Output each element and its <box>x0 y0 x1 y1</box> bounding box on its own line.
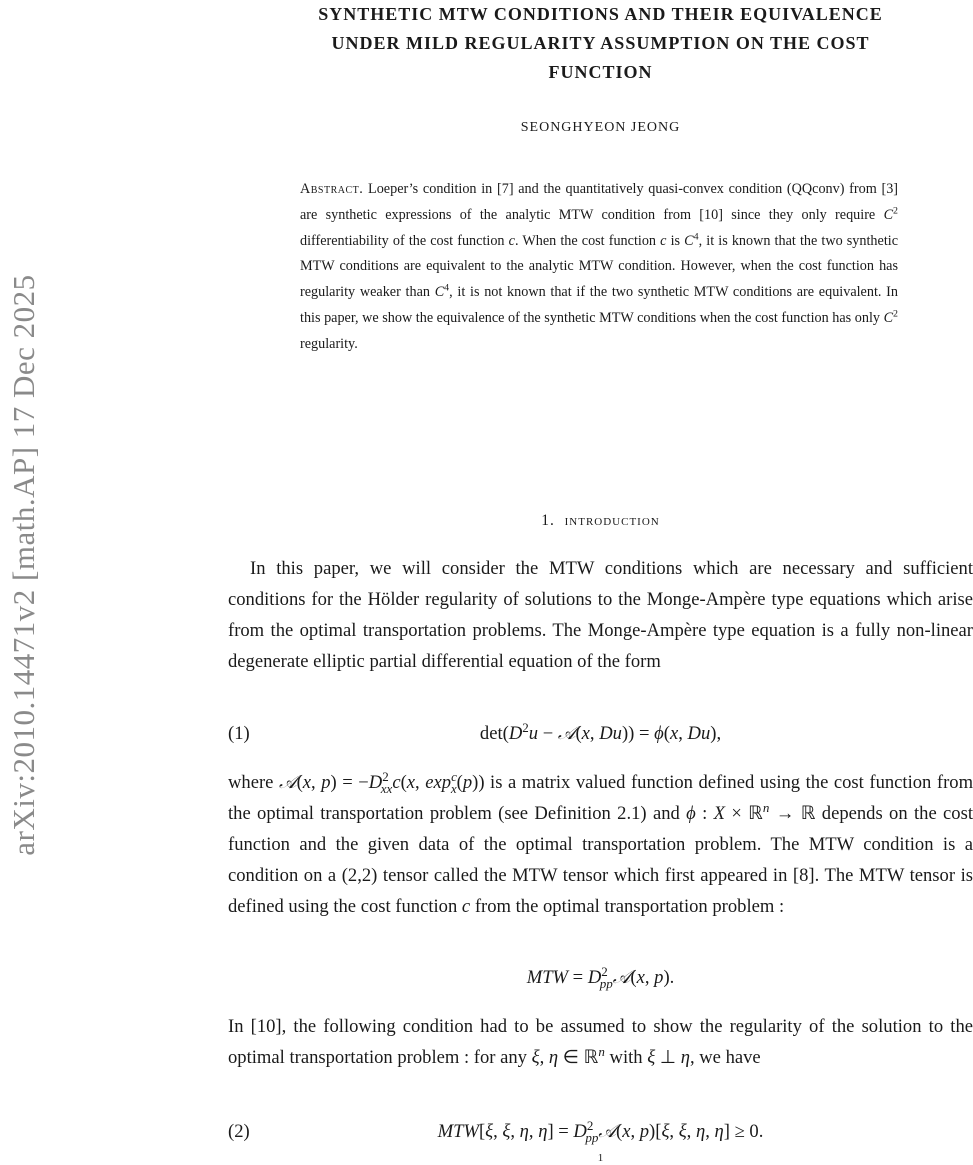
p3-text-b: with <box>604 1047 648 1068</box>
section-number: 1. <box>541 512 555 529</box>
paper-title <box>228 0 973 87</box>
math-c2: C <box>883 309 894 326</box>
math-c2: C <box>883 206 894 223</box>
title-line-3: FUNCTION <box>548 62 653 82</box>
equation-mtw-definition: MTW = $D^2_{pp}𝒜(x$, p). <box>526 963 675 991</box>
equation-2 <box>228 1117 973 1151</box>
abstract-text-2: differentiability of the cost function <box>300 232 509 249</box>
author-name: SEONGHYEON JEONG <box>520 120 681 135</box>
abstract-label: Abstract. <box>300 181 364 197</box>
abstract-text-1: Loeper’s condition in [7] and the quantitatively quasi-convex condition (QQconv) from [3] are synthetic expressions of the analytic MTW condition from [10] since they only require <box>300 181 899 223</box>
math-c: c <box>508 232 515 249</box>
abstract-text-4: is <box>666 232 685 249</box>
p3-text-a: In [10], the following condition had to be assumed to show the regularity of the solution to the optimal transportation problem : for any <box>228 1016 973 1068</box>
page-number: 1 <box>597 1152 604 1164</box>
arxiv-identifier-sidebar <box>0 180 48 950</box>
equation-2-body: MTW[ξ, ξ, η, $\eta] = D^2_{pp}𝒜(x$, p)[ξ, ξ, η, η] ≥ 0. <box>437 1117 764 1145</box>
intro-paragraph-2: where 𝒜(x, $p) = -D^2_{xx}c(x$, $\exp^c_x(p)$) is a matrix valued function defined using the cost function from the optimal transportation problem (see Definition 2.1) and ϕ : X × ℝ$^n$ → ℝ depends on the cost function and the given data of the optimal transportation problem. The MTW condition is a condition on a (2,2) tensor called the MTW tensor which first appeared in [8]. The MTW tensor is defined using the cost function c from the optimal transportation problem : <box>228 768 973 917</box>
section-title: introduction <box>564 512 660 529</box>
p3-text-c: , we have <box>689 1047 761 1068</box>
p2-text-b: is a matrix valued function defined using the cost function from the optimal transportation problem (see Definition 2.1) and <box>228 772 973 824</box>
math-c: c <box>660 232 667 249</box>
abstract-text-5: , it is known that the two synthetic MTW conditions are equivalent to the analytic MTW condition. However, when the cost function has regularity weaker than <box>300 232 899 301</box>
p2-text-d: from the optimal transportation problem : <box>470 896 785 917</box>
abstract-text-3: . When the cost function <box>514 232 661 249</box>
arxiv-identifier: arXiv:2010.14471v2 [math.AP] 17 Dec 2025 <box>6 274 41 856</box>
intro-paragraph-1: In this paper, we will consider the MTW conditions which are necessary and sufficient conditions for the Hölder regularity of solutions to the Monge-Ampère type equations which arise from the optimal transportation problems. The Monge-Ampère type equation is a fully non-linear degenerate elliptic partial differential equation of the form <box>228 558 973 672</box>
math-c4: C <box>684 232 694 249</box>
equation-2-label: (2) <box>228 1121 250 1142</box>
intro-paragraph-3: In [10], the following condition had to be assumed to show the regularity of the solution to the optimal transportation problem : for any ξ, η ∈ ℝ$^n$ with ξ ⊥ η, we have <box>228 1016 973 1068</box>
title-line-1: SYNTHETIC MTW CONDITIONS AND THEIR EQUIVALENCE <box>318 4 883 24</box>
equation-1 <box>228 719 973 753</box>
p2-text-c: depends on the cost function and the given data of the optimal transportation problem. The MTW condition is a condition on a (2,2) tensor called the MTW tensor which first appeared in [8]. The MTW tensor is defined using the cost function <box>228 803 973 917</box>
p2-text-a: where <box>228 772 279 793</box>
equation-1-body: $\det(D^2u$ − 𝒜(x, Du)) = ϕ(x, Du), <box>479 719 722 744</box>
abstract-text-7: regularity. <box>300 335 358 352</box>
section-heading <box>228 512 973 530</box>
title-line-2: UNDER MILD REGULARITY ASSUMPTION ON THE COST <box>331 33 870 53</box>
math-c4: C <box>434 284 445 301</box>
abstract: Abstract. Loeper’s condition in [7] and the quantitatively quasi-convex condition (QQconv) from [3] are synthetic expressions of the analytic MTW condition from [10] since they only require $C^2$ differentiability of the cost function c. When the cost function c is $C^4$, it is known that the two synthetic MTW conditions are equivalent to the analytic MTW condition. However, when the cost function has regularity weaker than $C^4$, it is not known that if the two synthetic MTW conditions are equivalent. In this paper, we show the equivalence of the synthetic MTW conditions when the cost function has only $C^2$ regularity. <box>300 181 899 352</box>
equation-1-label: (1) <box>228 723 250 744</box>
abstract-text-6: , it is not known that if the two synthetic MTW conditions are equivalent. In this paper, we show the equivalence of the synthetic MTW conditions when the cost function has only <box>300 284 898 326</box>
